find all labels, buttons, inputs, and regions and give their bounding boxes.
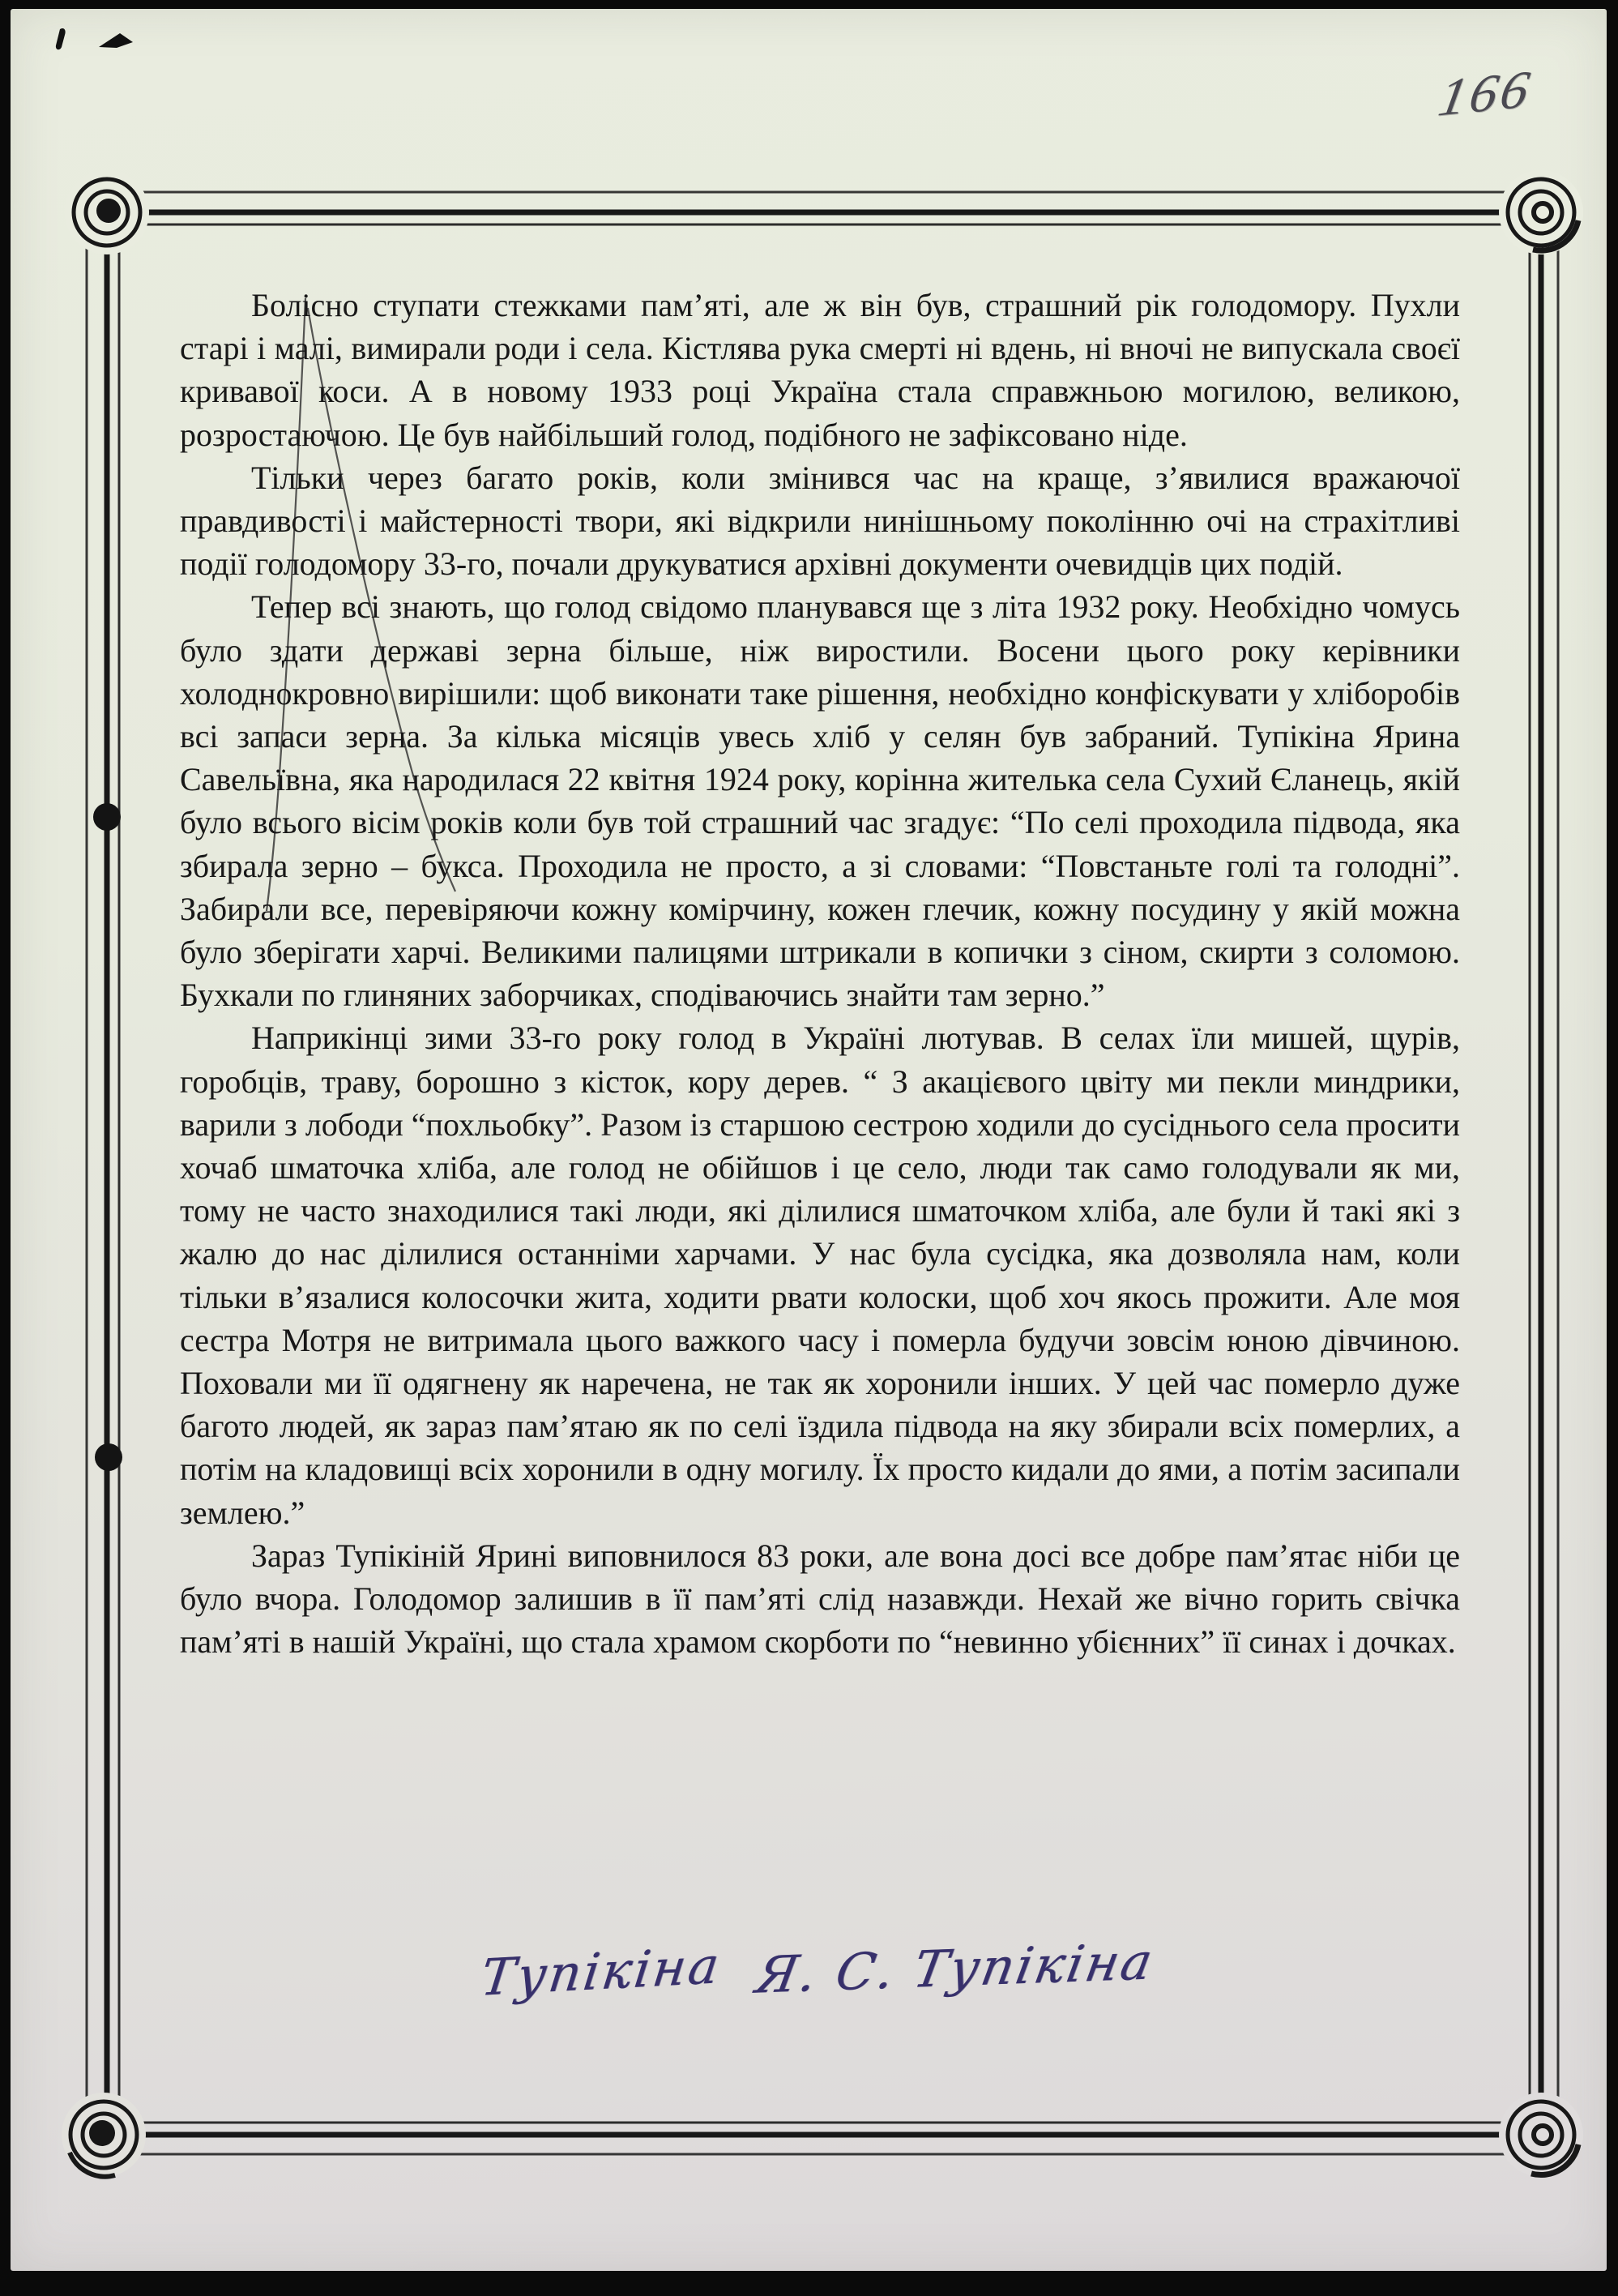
page-number: 166 — [1434, 59, 1538, 128]
signature-block — [180, 1931, 1460, 2036]
ink-mark-triangle — [99, 33, 133, 48]
ink-mark-comma — [56, 28, 66, 49]
paragraph-2: Тільки через багато років, коли змінився час на краще, з’явилися вражаючої правдивості і майстерності твори, які відкрили нинішньому поколінню очі на страхітливі події голодомору 33-го, почали друкуватися архівні документи очевидців цих подій. — [180, 459, 1460, 583]
binder-rivet-dot-lower — [95, 1443, 122, 1471]
frame-corner-ornament-bottom-left — [62, 2093, 146, 2177]
paragraph-4: Наприкінці зими 33-го року голод в Україні лютував. В селах їли мишей, щурів, горобців, траву, борошно з кісток, кору дерев. “ З акацієвого цвіту ми пекли миндрики, варили з лободи “похльобку”. Разом із старшою сестрою ходили до сусіднього села просити хочаб шматочка хліба, але голод не обійшов і це село, люди так само голодували як ми, тому не часто знаходилися такі люди, які ділилися шматочком хліба, але були й такі які з жалю до нас ділилися останніми харчами. У нас була сусідка, яка дозволяла нам, коли тільки в’язалися колосочки жита, ходити рвати колоски, щоб хоч якось прожити. Але моя сестра Мотря не витримала цього важкого часу і померла будучи зовсім юною дівчиною. Поховали ми її одягнену як наречена, не так як хоронили інших. У цей час померло дуже багото людей, як зараз пам’ятаю як по селі їздила підвода на яку збирали всіх померлих, а потім на кладовищі всіх хоронили в одну могилу. Їх просто кидали до ями, а потім засипали землею.” — [180, 1020, 1460, 1531]
paragraph-1: Болісно ступати стежками пам’яті, але ж він був, страшний рік голодомору. Пухли старі і малі, вимирали роди і села. Кістлява рука смерті ні вдень, ні вночі не випускала своєї кривавої коси. А в новому 1933 році Україна стала справжньою могилою, великою, розростаючою. Це був найбільший голод, подібного не зафіксовано ніде. — [180, 287, 1460, 453]
paragraph-5: Зараз Тупікіній Ярині виповнилося 83 роки, але вона досі все добре пам’ятає ніби це було вчора. Голодомор залишив в її пам’яті слід назавжди. Нехай же вічно горить свічка пам’яті в нашій Україні, що стала храмом скорботи по “невинно убієнних” її синах і дочках. — [180, 1537, 1460, 1661]
letter-text — [180, 284, 1460, 1664]
frame-corner-ornament-top-left — [65, 170, 149, 254]
frame-corner-ornament-top-right — [1499, 170, 1583, 254]
binder-rivet-dot-upper — [93, 803, 121, 831]
signature-right: Я. С. Тупікіна — [751, 1931, 1159, 2005]
paragraph-3: Тепер всі знають, що голод свідомо планувався ще з літа 1932 року. Необхідно чомусь було здати державі зерна більше, ніж виростили. Восени цього року керівники холоднокровно вирішили: щоб виконати таке рішення, необхідно конфіскувати у хліборобів всі запаси зерна. За кілька місяців увесь хліб у селян був забраний. Тупікіна Ярина Савельївна, яка народилася 22 квітня 1924 року, корінна жителька села Сухий Єланець, якій було всього вісім років коли був той страшний час згадує: “По селі проходила підвода, яка збирала зерно – букса. Проходила не просто, а зі словами: “Повстаньте голі та голодні”. Забирали все, перевіряючи кожну комірчину, кожен глечик, кожну посудину у якій можна було зберігати харчі. Великими палицями штрикали в копички з сіном, скирти з соломою. Бухкали по глиняних заборчиках, сподіваючись знайти там зерно.” — [180, 588, 1460, 1014]
signature-left: Тупікіна — [477, 1935, 725, 2008]
ink-marks — [56, 28, 133, 49]
frame-corner-ornament-bottom-right — [1499, 2093, 1583, 2177]
